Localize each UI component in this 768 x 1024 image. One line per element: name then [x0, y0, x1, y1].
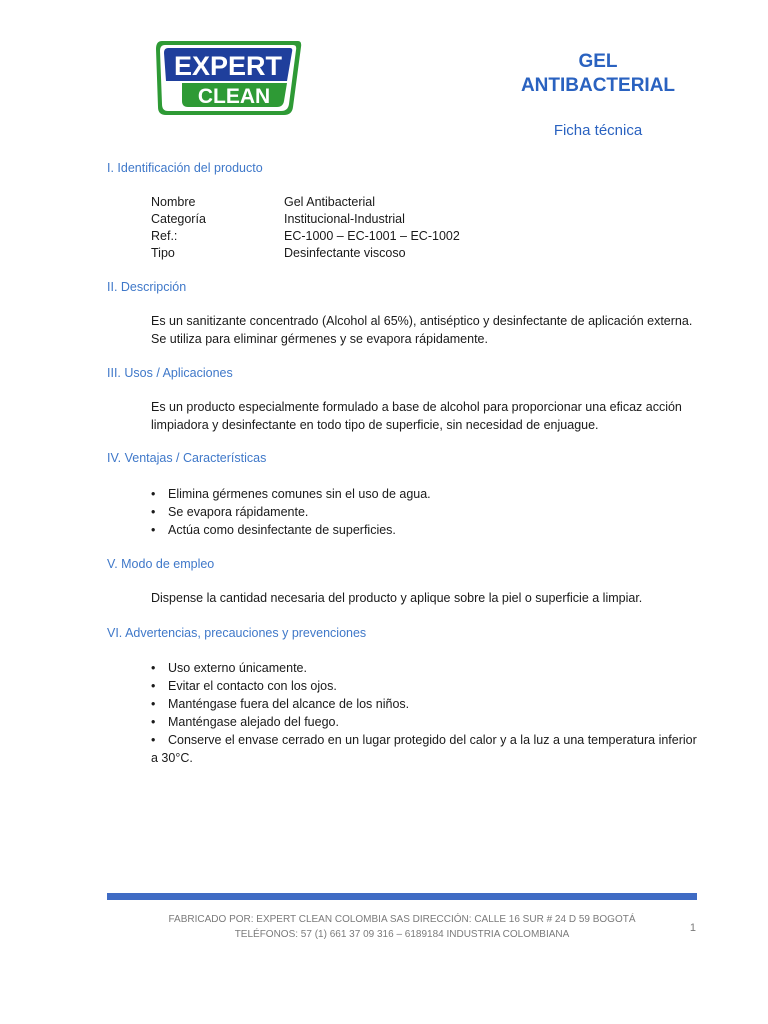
list-item-text: Conserve el envase cerrado en un lugar protegido del calor y a la luz a una temperatura inferior a 30°C.	[151, 733, 697, 765]
list-item	[151, 695, 706, 713]
bullet-icon: •	[151, 715, 156, 729]
bullet-icon: •	[151, 697, 156, 711]
advertencias-list	[151, 659, 706, 767]
kv-value: EC-1000 – EC-1001 – EC-1002	[284, 229, 460, 243]
list-item-text: Manténgase alejado del fuego.	[168, 715, 339, 729]
kv-label: Nombre	[151, 195, 196, 209]
footer-line-1: FABRICADO POR: EXPERT CLEAN COLOMBIA SAS DIRECCIÓN: CALLE 16 SUR # 24 D 59 BOGOTÁ	[168, 914, 636, 925]
list-item	[151, 659, 706, 677]
document-title	[500, 50, 696, 98]
kv-label: Categoría	[151, 212, 206, 226]
list-item	[151, 713, 706, 731]
bullet-icon: •	[151, 487, 156, 501]
bullet-icon: •	[151, 505, 156, 519]
ventajas-list	[151, 485, 706, 539]
expert-clean-logo	[152, 37, 304, 119]
bullet-icon: •	[151, 679, 156, 693]
section-heading-identificacion: I. Identificación del producto	[107, 161, 263, 175]
footer-divider-bar	[107, 893, 697, 900]
list-item-text: Se evapora rápidamente.	[168, 505, 309, 519]
kv-label: Tipo	[151, 246, 175, 260]
kv-label: Ref.:	[151, 229, 178, 243]
list-item-text: Elimina gérmenes comunes sin el uso de agua.	[168, 487, 431, 501]
section-heading-advertencias: VI. Advertencias, precauciones y prevenciones	[107, 626, 367, 640]
list-item-text: Uso externo únicamente.	[168, 661, 307, 675]
modo-paragraph: Dispense la cantidad necesaria del producto y aplique sobre la piel o superficie a limpiar.	[151, 591, 643, 605]
list-item	[151, 503, 706, 521]
kv-value: Gel Antibacterial	[284, 195, 376, 209]
descripcion-paragraph: Es un sanitizante concentrado (Alcohol al 65%), antiséptico y desinfectante de aplicación externa. Se utiliza para eliminar gérmenes y se evapora rápidamente.	[151, 314, 693, 346]
footer-line-2: TELÉFONOS: 57 (1) 661 37 09 316 – 6189184 INDUSTRIA COLOMBIANA	[234, 929, 570, 940]
title-line-2: ANTIBACTERIAL	[520, 75, 676, 96]
bullet-icon: •	[151, 523, 156, 537]
list-item	[151, 677, 706, 695]
usos-paragraph: Es un producto especialmente formulado a base de alcohol para proporcionar una eficaz acción limpiadora y desinfectante en todo tipo de superficie, sin necesidad de enjuague.	[151, 400, 682, 432]
bullet-icon: •	[151, 661, 156, 675]
title-line-1: GEL	[578, 51, 618, 72]
section-heading-ventajas: IV. Ventajas / Características	[107, 451, 267, 465]
section-heading-usos: III. Usos / Aplicaciones	[107, 366, 233, 380]
section-heading-descripcion: II. Descripción	[107, 280, 187, 294]
logo-text-clean: CLEAN	[197, 85, 271, 108]
list-item-text: Manténgase fuera del alcance de los niños.	[168, 697, 410, 711]
page-number: 1	[689, 922, 696, 934]
section-heading-modo: V. Modo de empleo	[107, 557, 215, 571]
bullet-icon: •	[151, 733, 156, 747]
kv-value: Institucional-Industrial	[284, 212, 405, 226]
list-item	[151, 521, 706, 539]
logo-text-expert: EXPERT	[173, 51, 283, 81]
document-subtitle: Ficha técnica	[553, 122, 643, 139]
footer-text	[107, 912, 697, 942]
kv-value: Desinfectante viscoso	[284, 246, 406, 260]
list-item-text: Evitar el contacto con los ojos.	[168, 679, 337, 693]
list-item	[151, 731, 706, 767]
list-item	[151, 485, 706, 503]
list-item-text: Actúa como desinfectante de superficies.	[168, 523, 396, 537]
